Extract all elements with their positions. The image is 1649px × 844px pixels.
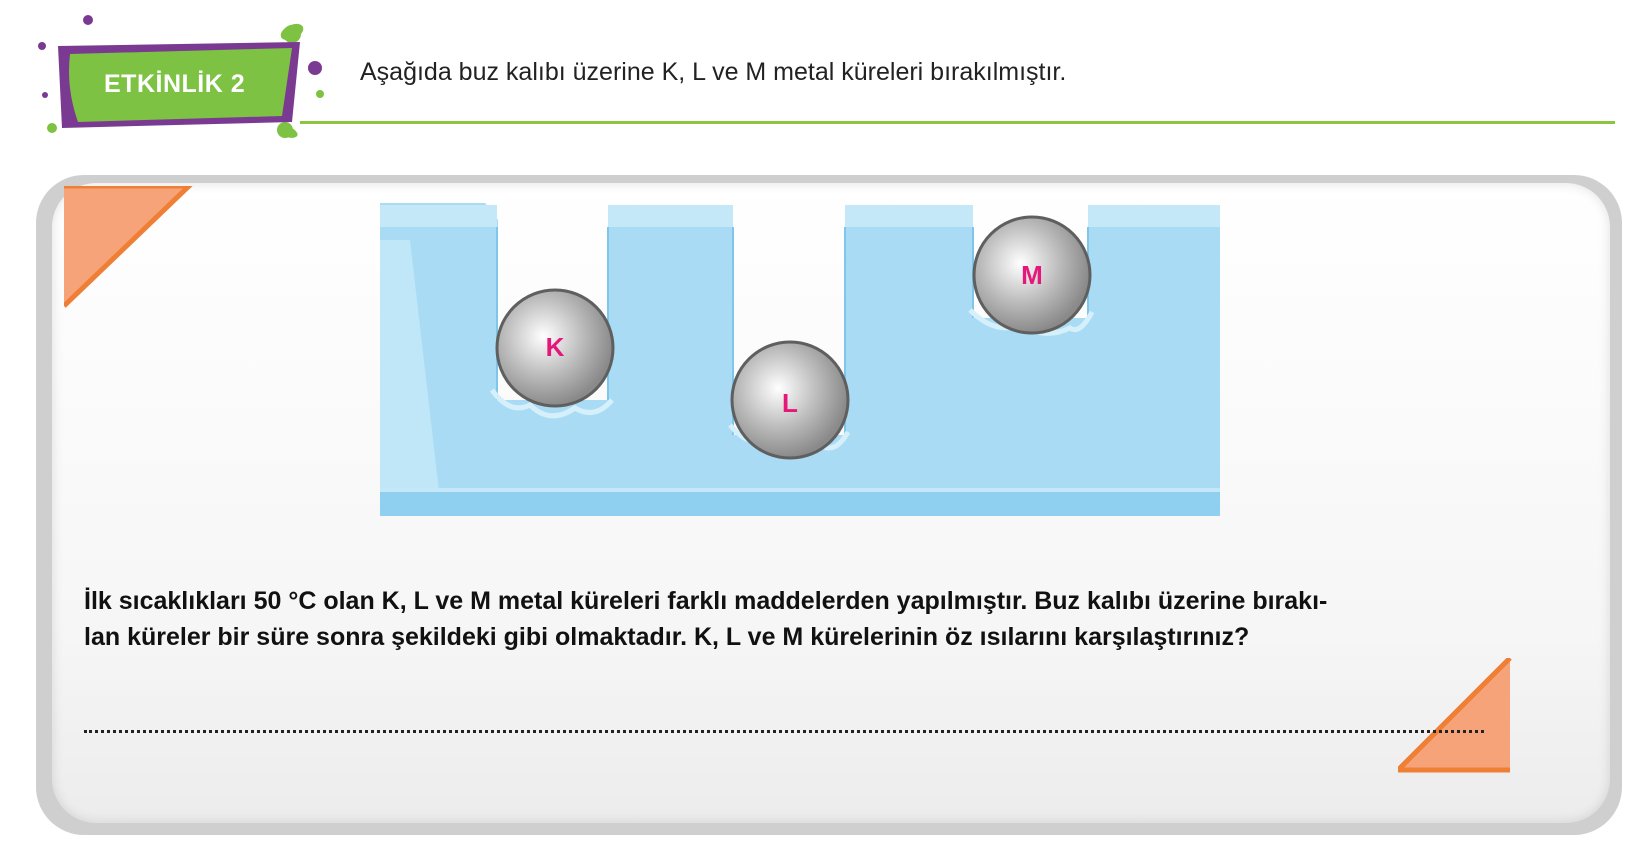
ice-mold-figure <box>380 200 1240 530</box>
question-text <box>84 583 1564 655</box>
bottom-right-corner-decoration <box>1398 658 1513 773</box>
header-divider <box>300 121 1615 124</box>
answer-dotted-line[interactable] <box>84 728 1484 733</box>
ball-l-label: L <box>782 388 798 418</box>
ball-m-label: M <box>1021 260 1043 290</box>
question-line-2: lan küreler bir süre sonra şekildeki gibi olmaktadır. K, L ve M kürelerinin öz ısılarını karşılaştırınız? <box>84 623 1250 651</box>
top-left-corner-decoration <box>64 186 194 311</box>
intro-text: Aşağıda buz kalıbı üzerine K, L ve M metal küreleri bırakılmıştır. <box>360 58 1067 86</box>
ball-k-label: K <box>545 332 565 362</box>
question-line-1: İlk sıcaklıkları 50 °C olan K, L ve M metal küreleri farklı maddelerden yapılmıştır. Buz kalıbı üzerine bırakı- <box>84 587 1328 615</box>
activity-badge-label: ETKİNLİK 2 <box>104 70 246 98</box>
activity-header <box>0 0 1649 150</box>
